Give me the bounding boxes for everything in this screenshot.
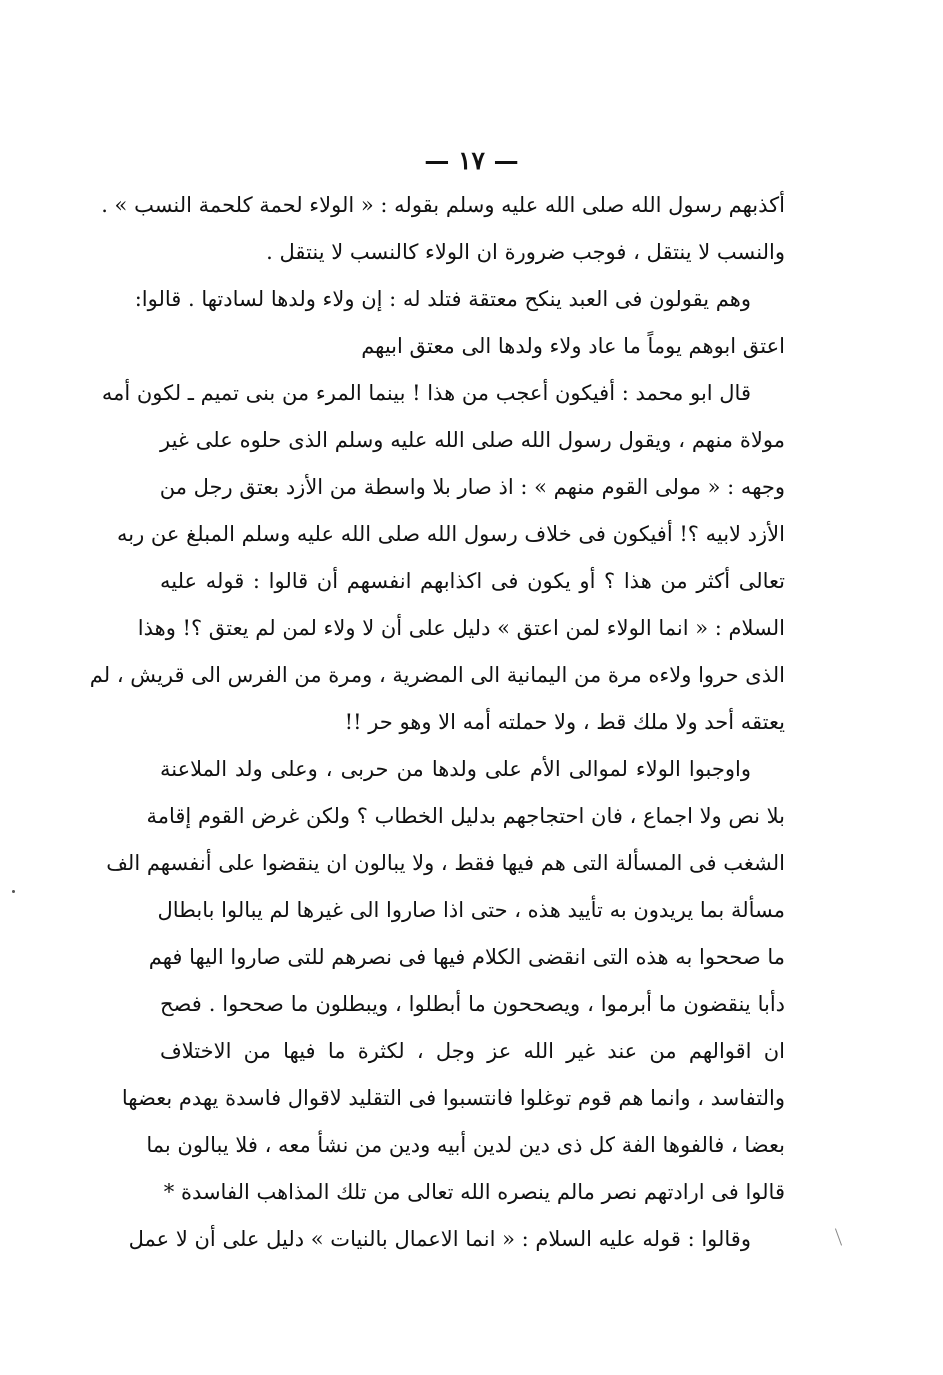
text-line: مسألة بما يريدون به تأييد هذه ، حتى اذا صاروا الى غيرها لم يبالوا بابطال xyxy=(157,898,785,922)
text-line: والنسب لا ينتقل ، فوجب ضرورة ان الولاء كالنسب لا ينتقل . xyxy=(266,240,785,264)
text-line: يعتقه أحد ولا ملك قط ، ولا حملته أمه الا وهو حر !! xyxy=(344,710,785,734)
page-number: — ١٧ — xyxy=(424,146,519,175)
text-line: الذى حروا ولاءه مرة من اليمانية الى المضرية ، ومرة من الفرس الى قريش ، لم xyxy=(89,663,785,687)
text-line: ما صححوا به هذه التى انقضى الكلام فيها فى نصرهم للتى صاروا اليها فهم xyxy=(148,945,785,969)
text-line: مولاة منهم ، ويقول رسول الله صلى الله عليه وسلم الذى حلوه على غير xyxy=(160,428,785,452)
text-line: ان اقوالهم من عند غير الله عز وجل ، لكثرة ما فيها من الاختلاف xyxy=(160,1039,785,1063)
text-line: وقالوا : قوله عليه السلام : « انما الاعمال بالنيات » دليل على أن لا عمل xyxy=(128,1227,751,1251)
text-line: والتفاسد ، وانما هم قوم توغلوا فانتسبوا فى التقليد لاقوال فاسدة يهدم بعضها xyxy=(121,1086,785,1110)
text-line: بلا نص ولا اجماع ، فان احتجاجهم بدليل الخطاب ؟ ولكن غرض القوم إقامة xyxy=(146,804,785,828)
text-line: وهم يقولون فى العبد ينكح معتقة فتلد له : إن ولاء ولدها لسادتها . قالوا: xyxy=(134,287,751,311)
text-line: الشغب فى المسألة التى هم فيها فقط ، ولا يبالون ان ينقضوا على أنفسهم الف xyxy=(106,851,785,875)
text-line: أكذبهم رسول الله صلى الله عليه وسلم بقوله : « الولاء لحمة كلحمة النسب » . xyxy=(101,193,785,217)
text-line: بعضا ، فالفوها الفة كل ذى دين لدين أبيه ودين من نشأ معه ، فلا يبالون بما xyxy=(146,1133,785,1157)
text-line: تعالى أكثر من هذا ؟ أو يكون فى اكذابهم انفسهم أن قالوا : قوله عليه xyxy=(160,569,785,593)
text-line: دأبا ينقضون ما أبرموا ، ويصححون ما أبطلوا ، ويبطلون ما صححوا . فصح xyxy=(160,992,785,1016)
body-text xyxy=(89,182,785,1263)
text-line: قالوا فى ارادتهم نصر مالم ينصره الله تعالى من تلك المذاهب الفاسدة * xyxy=(163,1180,785,1204)
text-line: الأزد لابيه ؟! أفيكون فى خلاف رسول الله صلى الله عليه وسلم المبلغ عن ربه xyxy=(116,522,785,546)
scan-mark xyxy=(835,1228,842,1245)
text-line: قال ابو محمد : أفيكون أعجب من هذا ! بينما المرء من بنى تميم ـ لكون أمه xyxy=(101,381,751,405)
text-line: السلام : « انما الولاء لمن اعتق » دليل على أن لا ولاء لمن لم يعتق ؟! وهذا xyxy=(137,616,785,640)
scan-speck xyxy=(12,890,15,893)
text-line: واوجبوا الولاء لموالى الأم على ولدها من حربى ، وعلى ولد الملاعنة xyxy=(160,757,751,781)
text-line: وجهه : « مولى القوم منهم » : اذ صار بلا واسطة من الأزد بعتق رجل من xyxy=(159,475,785,499)
text-line: اعتق ابوهم يوماً ما عاد ولاء ولدها الى معتق ابيهم xyxy=(361,334,785,358)
